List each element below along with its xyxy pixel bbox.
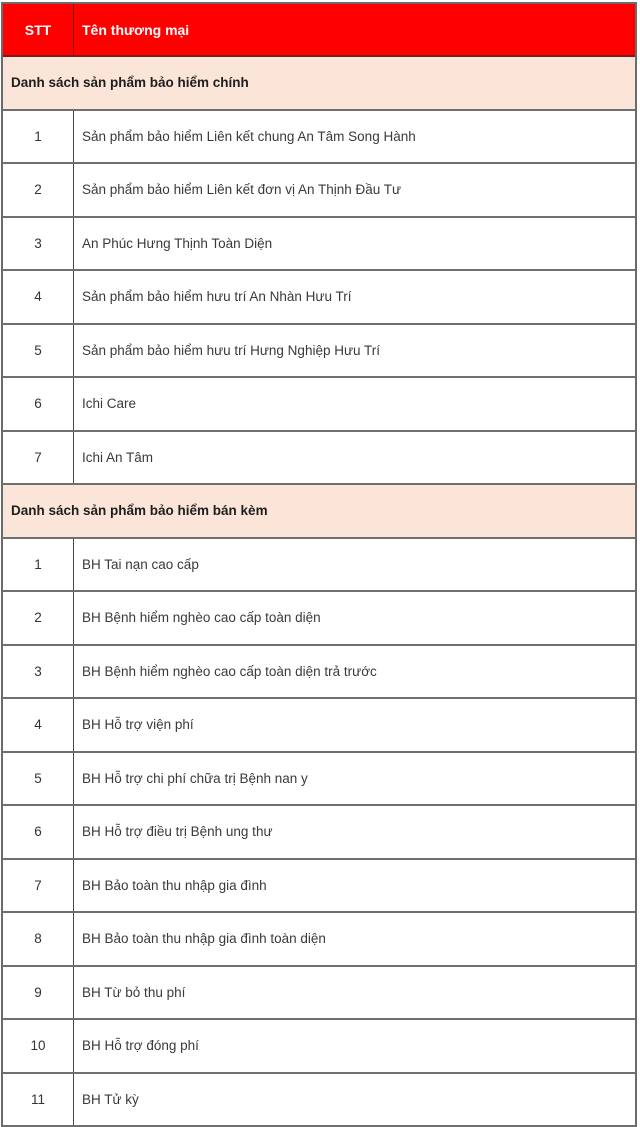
table-row [3,860,635,914]
row-stt: 5 [3,325,74,377]
table-row [3,1020,635,1074]
table-row [3,913,635,967]
table-row [3,592,635,646]
row-stt: 3 [3,218,74,270]
row-name: BH Bệnh hiểm nghèo cao cấp toàn diện [74,592,635,644]
row-stt: 7 [3,432,74,484]
row-name: BH Hỗ trợ viện phí [74,699,635,751]
table-row [3,378,635,432]
row-stt: 2 [3,592,74,644]
table-row [3,218,635,272]
row-stt: 1 [3,111,74,163]
row-name: BH Hỗ trợ điều trị Bệnh ung thư [74,806,635,858]
table-row [3,164,635,218]
row-stt: 10 [3,1020,74,1072]
row-stt: 9 [3,967,74,1019]
table-row [3,753,635,807]
row-stt: 7 [3,860,74,912]
table-row [3,539,635,593]
row-name: BH Tử kỳ [74,1074,635,1126]
row-name: Sản phẩm bảo hiểm hưu trí Hưng Nghiệp Hưu Trí [74,325,635,377]
table-row [3,111,635,165]
row-name: Ichi Care [74,378,635,430]
row-name: BH Bảo toàn thu nhập gia đình [74,860,635,912]
row-name: An Phúc Hưng Thịnh Toàn Diện [74,218,635,270]
row-name: BH Bảo toàn thu nhập gia đình toàn diện [74,913,635,965]
header-trade-name: Tên thương mại [74,4,635,55]
row-stt: 11 [3,1074,74,1126]
table-row [3,699,635,753]
row-stt: 8 [3,913,74,965]
row-stt: 1 [3,539,74,591]
row-name: BH Hỗ trợ đóng phí [74,1020,635,1072]
row-name: Sản phẩm bảo hiểm Liên kết đơn vị An Thịnh Đầu Tư [74,164,635,216]
table-row [3,1074,635,1127]
row-name: Sản phẩm bảo hiểm hưu trí An Nhàn Hưu Trí [74,271,635,323]
table-row [3,325,635,379]
row-name: BH Tai nạn cao cấp [74,539,635,591]
table-row [3,646,635,700]
row-stt: 6 [3,378,74,430]
section-row-rider-products [3,485,635,539]
section-title: Danh sách sản phẩm bảo hiểm chính [3,57,635,109]
row-stt: 4 [3,271,74,323]
row-stt: 4 [3,699,74,751]
row-stt: 5 [3,753,74,805]
row-stt: 3 [3,646,74,698]
table-row [3,967,635,1021]
row-name: Sản phẩm bảo hiểm Liên kết chung An Tâm Song Hành [74,111,635,163]
row-stt: 2 [3,164,74,216]
header-stt: STT [3,4,74,55]
row-stt: 6 [3,806,74,858]
section-row-main-products [3,57,635,111]
table-header-row [3,4,635,57]
section-title: Danh sách sản phẩm bảo hiểm bán kèm [3,485,635,537]
row-name: BH Bệnh hiểm nghèo cao cấp toàn diện trả trước [74,646,635,698]
row-name: Ichi An Tâm [74,432,635,484]
row-name: BH Hỗ trợ chi phí chữa trị Bệnh nan y [74,753,635,805]
product-table [1,2,637,1127]
table-row [3,806,635,860]
table-row [3,432,635,486]
table-row [3,271,635,325]
row-name: BH Từ bỏ thu phí [74,967,635,1019]
